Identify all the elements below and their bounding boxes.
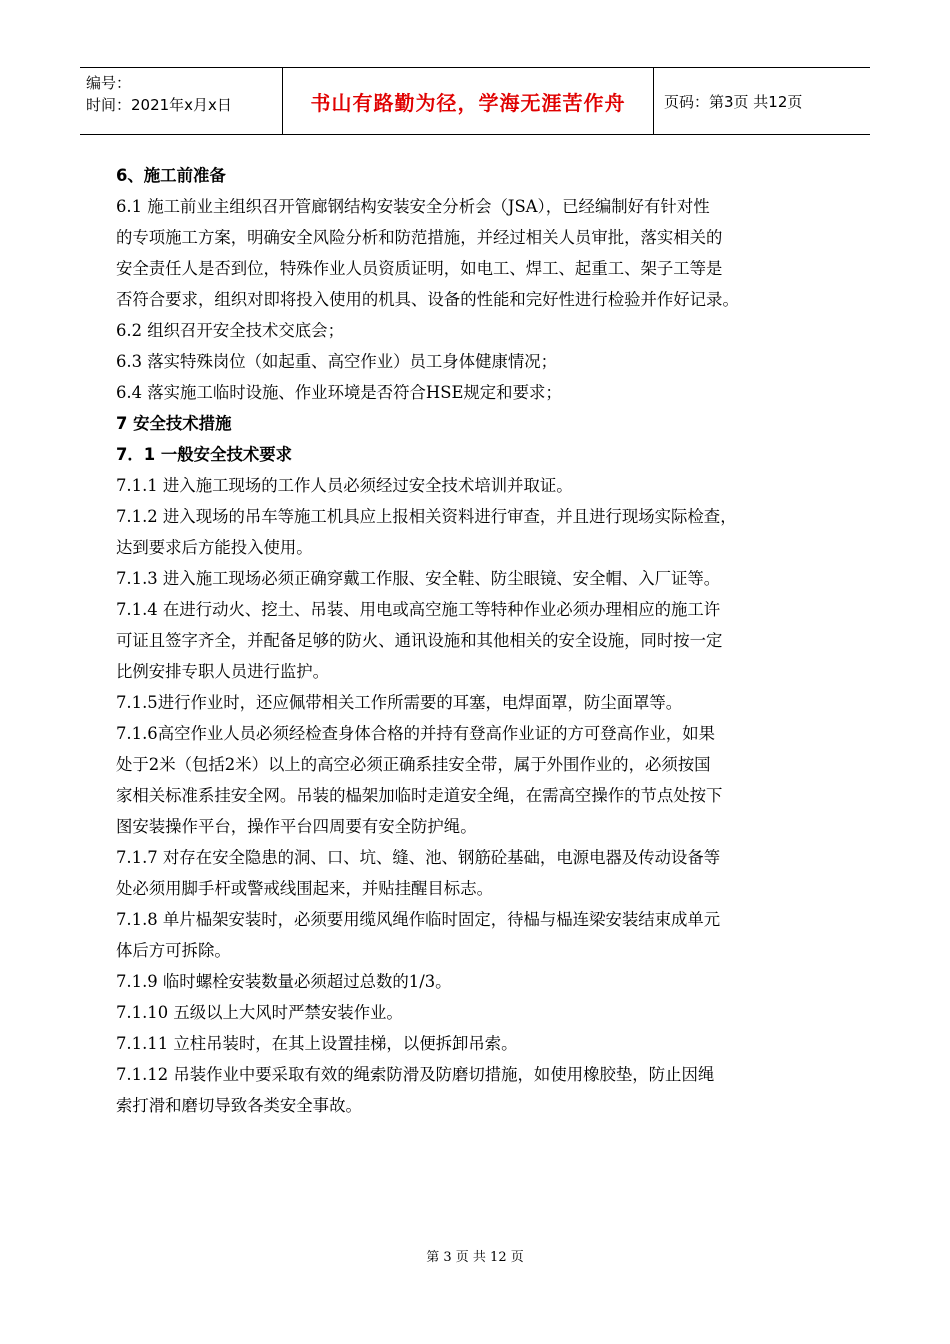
paragraph-line: 7.1.3 进入施工现场必须正确穿戴工作服、安全鞋、防尘眼镜、安全帽、入厂证等。 — [116, 569, 721, 588]
document-number-label: 编号： — [86, 74, 132, 92]
paragraph-line: 达到要求后方能投入使用。 — [116, 538, 313, 557]
paragraph-line: 可证且签字齐全，并配备足够的防火、通讯设施和其他相关的安全设施，同时按一定 — [116, 631, 723, 650]
header-motto: 书山有路勤为径，学海无涯苦作舟 — [282, 68, 654, 134]
paragraph-line: 处必须用脚手杆或警戒线围起来，并贴挂醒目标志。 — [116, 879, 493, 898]
paragraph-line: 7.1.5进行作业时，还应佩带相关工作所需要的耳塞，电焊面罩，防尘面罩等。 — [116, 693, 683, 712]
paragraph-line: 6.1 施工前业主组织召开管廊钢结构安装安全分析会（JSA），已经编制好有针对性 — [116, 197, 710, 216]
section-heading: 6、施工前准备 — [116, 166, 226, 185]
paragraph-line: 比例安排专职人员进行监护。 — [116, 662, 330, 681]
paragraph-line: 索打滑和磨切导致各类安全事故。 — [116, 1096, 362, 1115]
paragraph-line: 7.1.7 对存在安全隐患的洞、口、坑、缝、池、钢筋砼基础，电源电器及传动设备等 — [116, 848, 721, 867]
header-page-info: 页码：第3页 共12页 — [664, 92, 803, 111]
paragraph-line: 7.1.4 在进行动火、挖土、吊装、用电或高空施工等特种作业必须办理相应的施工许 — [116, 600, 721, 619]
paragraph-line: 图安装操作平台，操作平台四周要有安全防护绳。 — [116, 817, 477, 836]
paragraph-line: 体后方可拆除。 — [116, 941, 231, 960]
page-footer: 第 3 页 共 12 页 — [426, 1250, 524, 1265]
paragraph-line: 6.3 落实特殊岗位（如起重、高空作业）员工身体健康情况； — [116, 352, 558, 371]
paragraph-line: 否符合要求，组织对即将投入使用的机具、设备的性能和完好性进行检验并作好记录。 — [116, 290, 739, 309]
paragraph-line: 6.4 落实施工临时设施、作业环境是否符合HSE规定和要求； — [116, 383, 562, 402]
header-meta — [80, 68, 282, 134]
paragraph-line: 的专项施工方案，明确安全风险分析和防范措施，并经过相关人员审批，落实相关的 — [116, 228, 723, 247]
paragraph-line: 7.1.9 临时螺栓安装数量必须超过总数的1/3。 — [116, 972, 452, 991]
section-heading: 7．1 一般安全技术要求 — [116, 445, 293, 464]
paragraph-line: 7.1.8 单片榀架安装时，必须要用缆风绳作临时固定，待榀与榀连梁安装结束成单元 — [116, 910, 721, 929]
paragraph-line: 7.1.12 吊装作业中要采取有效的绳索防滑及防磨切措施，如使用橡胶垫，防止因绳 — [116, 1065, 715, 1084]
paragraph-line: 7.1.11 立柱吊装时，在其上设置挂梯，以便拆卸吊索。 — [116, 1034, 518, 1053]
paragraph-line: 安全责任人是否到位，特殊作业人员资质证明，如电工、焊工、起重工、架子工等是 — [116, 259, 723, 278]
paragraph-line: 7.1.1 进入施工现场的工作人员必须经过安全技术培训并取证。 — [116, 476, 573, 495]
paragraph-line: 6.2 组织召开安全技术交底会； — [116, 321, 344, 340]
document-header — [80, 67, 870, 135]
section-heading: 7 安全技术措施 — [116, 414, 232, 433]
paragraph-line: 7.1.6高空作业人员必须经检查身体合格的并持有登高作业证的方可登高作业，如果 — [116, 724, 715, 743]
document-body — [116, 160, 856, 1121]
paragraph-line: 7.1.10 五级以上大风时严禁安装作业。 — [116, 1003, 403, 1022]
paragraph-line: 处于2米（包括2米）以上的高空必须正确系挂安全带，属于外围作业的，必须按国 — [116, 755, 711, 774]
document-time: 时间：2021年x月x日 — [86, 96, 232, 114]
paragraph-line: 家相关标准系挂安全网。吊装的榀架加临时走道安全绳，在需高空操作的节点处按下 — [116, 786, 723, 805]
paragraph-line: 7.1.2 进入现场的吊车等施工机具应上报相关资料进行审查，并且进行现场实际检查， — [116, 507, 737, 526]
